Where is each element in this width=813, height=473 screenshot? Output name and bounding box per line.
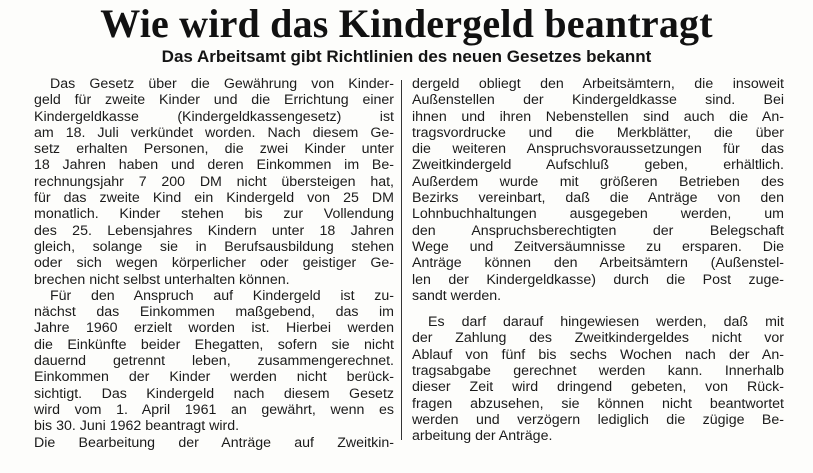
text-line: 18 Jahren haben und deren Einkommen im Be- — [34, 157, 394, 174]
text-line: Anträge können den Arbeitsämtern (Außenstel- — [412, 255, 784, 272]
text-line: den Anspruchsberechtigten der Belegschaft — [412, 222, 784, 239]
text-line: dieser Zeit wird dringend gebeten, von Rück- — [412, 379, 784, 396]
text-line: sichtigt. Das Kindergeld nach diesem Gesetz — [34, 385, 394, 402]
text-line: Die Bearbeitung der Anträge auf Zweitkin- — [34, 434, 394, 451]
text-line: werden und verzögern lediglich die zügige Be- — [412, 411, 784, 428]
subheadline: Das Arbeitsamt gibt Richtlinien des neuen Gesetzes bekannt — [161, 47, 652, 66]
text-line: brechen nicht selbst unterhalten können. — [34, 271, 290, 288]
text-line: Außerdem wurde mit größeren Betrieben des — [412, 173, 784, 190]
text-line: tragsvordrucke und die Merkblätter, die über — [412, 124, 784, 141]
headline: Wie wird das Kindergeld beantragt — [100, 1, 713, 46]
text-line: am 18. Juli verkündet worden. Nach diesem Ge- — [34, 124, 394, 141]
text-line: geld für zweite Kinder und die Errichtung einer — [34, 92, 394, 109]
text-line: Einkommen der Kinder werden nicht berück- — [34, 369, 394, 386]
text-line: Für den Anspruch auf Kindergeld ist zu- — [50, 287, 394, 304]
text-line: arbeitung der Anträge. — [412, 428, 553, 445]
text-line: nächst das Einkommen maßgebend, das im — [34, 304, 394, 321]
text-line: Lohnbuchhaltungen ausgegeben werden, um — [412, 206, 784, 223]
text-line: die weiteren Anspruchsvoraussetzungen für das — [412, 141, 784, 158]
text-line: ihnen und ihren Nebenstellen sind auch die An- — [412, 108, 784, 125]
text-line: Zweitkindergeld Aufschluß geben, erhältlich. — [412, 157, 784, 174]
left-column — [34, 76, 394, 451]
text-line: für das zweite Kind ein Kindergeld von 25 DM — [34, 190, 394, 207]
text-line: rechnungsjahr 7 200 DM nicht übersteigen hat, — [34, 173, 394, 190]
text-line: gleich, solange sie in Berufsausbildung stehen — [34, 238, 394, 255]
text-line: dauernd getrennt leben, zusammengerechnet. — [34, 353, 394, 370]
text-line: sandt werden. — [412, 287, 502, 304]
text-line: monatlich. Kinder stehen bis zur Vollendung — [34, 206, 394, 223]
right-column — [412, 76, 784, 445]
text-line: setz erhalten Personen, die zwei Kinder unter — [34, 141, 394, 158]
text-line: bis 30. Juni 1962 beantragt wird. — [34, 418, 240, 435]
text-line: der Zahlung des Zweitkindergeldes nicht vor — [412, 330, 784, 347]
text-line: tragsabgabe gerechnet werden kann. Innerhalb — [412, 363, 784, 380]
column-divider — [401, 80, 402, 440]
text-line: Außenstellen der Kindergeldkasse sind. Bei — [412, 92, 784, 109]
text-line: len der Kindergeldkasse) durch die Post zuge- — [412, 271, 784, 288]
text-line: Das Gesetz über die Gewährung von Kinder- — [50, 76, 394, 92]
text-line: oder sich wegen körperlicher oder geistiger Ge- — [34, 255, 394, 272]
paragraph-gap — [412, 304, 784, 314]
text-line: fragen abzusehen, sie können nicht beantwortet — [412, 395, 784, 412]
text-line: Jahre 1960 erzielt worden ist. Hierbei werden — [34, 320, 394, 337]
text-line: Wege und Zeitversäumnisse zu ersparen. Die — [412, 238, 784, 255]
text-line: wird vom 1. April 1961 an gewährt, wenn es — [34, 401, 394, 418]
text-line: Ablauf von fünf bis sechs Wochen nach der An- — [412, 346, 784, 363]
text-line: Es darf darauf hingewiesen werden, daß mit — [428, 314, 784, 331]
text-line: Kindergeldkasse (Kindergeldkassengesetz) ist — [34, 108, 394, 125]
text-line: dergeld obliegt den Arbeitsämtern, die insoweit — [412, 76, 784, 92]
text-line: die Einkünfte beider Ehegatten, sofern sie nicht — [34, 336, 394, 353]
text-line: Bezirks vereinbart, daß die Anträge von den — [412, 190, 784, 207]
text-line: des 25. Lebensjahres Kindern unter 18 Jahren — [34, 222, 394, 239]
